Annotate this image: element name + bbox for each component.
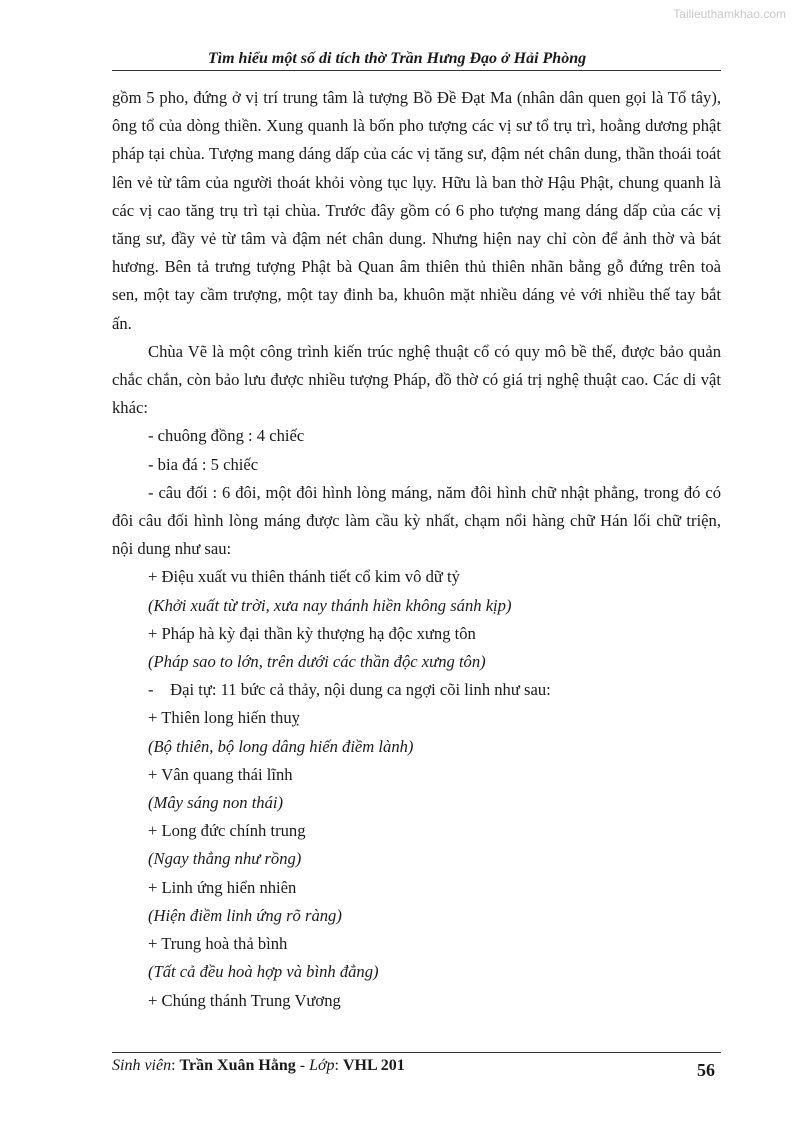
student-name: Trần Xuân Hằng <box>179 1057 296 1074</box>
couplet-translation: (Pháp sao to lớn, trên dưới các thần độc xưng tôn) <box>148 652 486 672</box>
couplet-line: + Pháp hà kỳ đại thần kỳ thượng hạ độc xưng tôn <box>148 623 476 643</box>
page-number: 56 <box>697 1060 715 1080</box>
page-footer <box>112 1057 715 1081</box>
couplet-line: + Điệu xuất vu thiên thánh tiết cổ kim vô dữ tỷ <box>148 567 460 587</box>
list-item-couplets: - câu đối : 6 đôi, một đôi hình lòng máng, năm đôi hình chữ nhật phẳng, trong đó có đôi câu đối hình lòng máng được làm cầu kỳ nhất, chạm nổi hàng chữ Hán lối chữ triện, nội dung như sau: <box>112 482 721 559</box>
panel-line: + Long đức chính trung <box>148 821 306 841</box>
paragraph-altar-description: gồm 5 pho, đứng ở vị trí trung tâm là tượng Bồ Đề Đạt Ma (nhân dân quen gọi là Tổ tây), ông tổ của dòng thiền. Xung quanh là bốn pho tượng các vị sư tổ trụ trì, hoằng dương phật pháp tại chùa. Tượng mang dáng dấp của các vị tăng sư, đậm nét chân dung, thần thoái toát lên vẻ từ tâm của người thoát khỏi vòng tục lụy. Hữu là ban thờ Hậu Phật, chung quanh là các vị cao tăng trụ trì tại chùa. Trước đây gồm có 6 pho tượng mang dáng dấp của các vị tăng sư, đầy vẻ từ tâm và đậm nét chân dung. Nhưng hiện nay chỉ còn để ảnh thờ và bát hương. Bên tả trưng tượng Phật bà Quan âm thiên thủ thiên nhãn bằng gỗ đứng trên toà sen, một tay cầm trượng, một tay đinh ba, khuôn mặt nhiều dáng vẻ với nhiều thế tay bắt ấn. <box>112 88 721 333</box>
panel-translation: (Ngay thẳng như rồng) <box>148 849 302 869</box>
couplet-translation: (Khởi xuất từ trời, xưa nay thánh hiền không sánh kịp) <box>148 595 512 615</box>
footer-credit: Sinh viên: Trần Xuân Hằng - Lớp: VHL 201 <box>112 1057 405 1074</box>
panel-translation: (Tất cả đều hoà hợp và bình đẳng) <box>148 962 379 982</box>
list-item-bell: - chuông đồng : 4 chiếc <box>148 426 305 446</box>
panel-line: + Thiên long hiến thuỵ <box>148 708 300 728</box>
panel-translation: (Mây sáng non thái) <box>148 793 284 813</box>
panel-line: + Linh ứng hiển nhiên <box>148 877 297 897</box>
running-header: Tìm hiểu một số di tích thờ Trần Hưng Đạo ở Hải Phòng <box>207 50 587 67</box>
panel-line: + Trung hoà thả bình <box>148 934 288 954</box>
panel-translation: (Bộ thiên, bộ long dâng hiến điềm lành) <box>148 736 414 756</box>
header-divider <box>112 70 721 71</box>
panel-translation: (Hiện điềm linh ứng rõ ràng) <box>148 905 342 925</box>
class-value: VHL 201 <box>342 1057 405 1074</box>
student-label: Sinh viên <box>112 1057 172 1074</box>
panel-line: + Chúng thánh Trung Vương <box>148 990 341 1010</box>
paragraph-chua-ve: Chùa Vẽ là một công trình kiến trúc nghệ thuật cổ có quy mô bề thế, được bảo quản chắc chắn, còn bảo lưu được nhiều tượng Pháp, đồ thờ có giá trị nghệ thuật cao. Các di vật khác: <box>112 341 721 418</box>
list-item-stele: - bia đá : 5 chiếc <box>148 454 259 474</box>
panel-line: + Vân quang thái lĩnh <box>148 764 293 784</box>
page-body <box>112 84 721 1015</box>
watermark: Tailieuthamkhao.com <box>673 7 786 21</box>
list-item-panels: - Đại tự: 11 bức cả thảy, nội dung ca ngợi cõi linh như sau: <box>148 680 551 700</box>
footer-divider <box>112 1052 721 1053</box>
class-label: Lớp <box>309 1057 335 1074</box>
